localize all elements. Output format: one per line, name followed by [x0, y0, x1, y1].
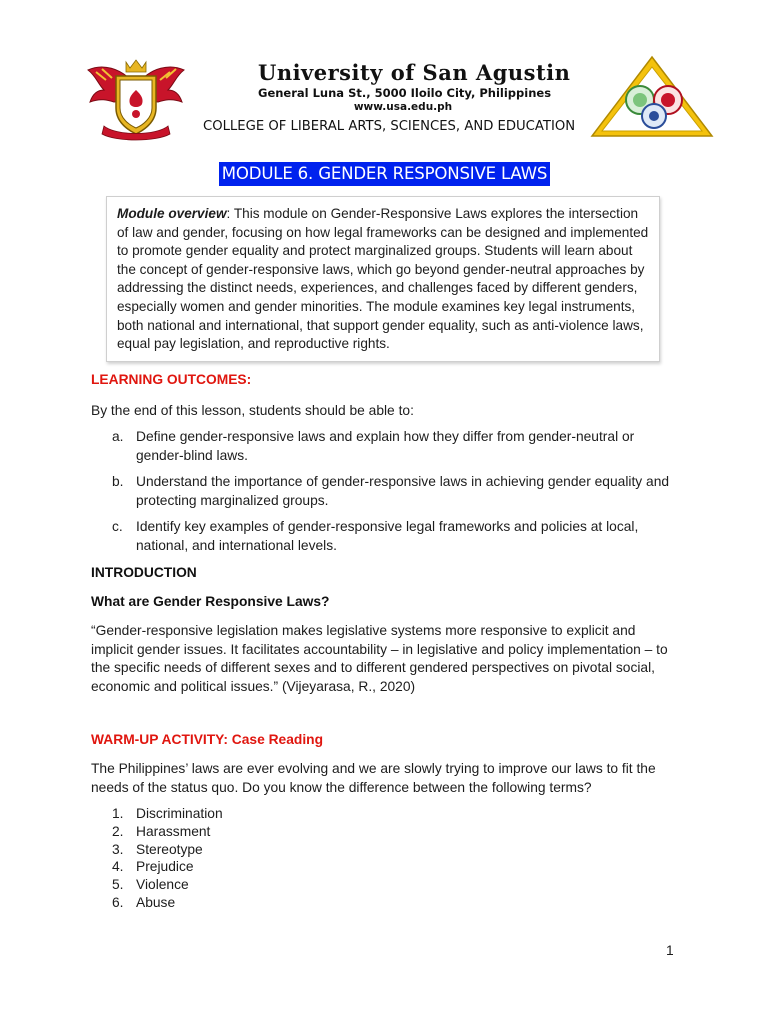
- introduction-quote: “Gender-responsive legislation makes legislative systems more responsive to explicit and implicit gender issues. It facilitates accountability – in legislative and policy implementation – to the specific needs of different sexes and to different gendered perspectives on pivotal social, economic and political issues.” (Vijeyarasa, R., 2020): [91, 623, 668, 694]
- college-triangle-logo: [588, 54, 716, 140]
- university-name: University of San Agustin: [258, 60, 571, 85]
- list-item: [112, 894, 175, 912]
- list-item-number: 2.: [112, 824, 124, 839]
- college-name: COLLEGE OF LIBERAL ARTS, SCIENCES, AND EDUCATION: [203, 119, 576, 134]
- introduction-heading: INTRODUCTION: [91, 565, 197, 580]
- university-address: General Luna St., 5000 Iloilo City, Philippines: [258, 86, 552, 100]
- university-seal-logo: [86, 56, 186, 142]
- list-item-text: Violence: [136, 877, 189, 892]
- list-item-text: Discrimination: [136, 806, 223, 821]
- list-item-number: 5.: [112, 877, 124, 892]
- introduction-subheading: What are Gender Responsive Laws?: [91, 594, 330, 609]
- warmup-text: The Philippines’ laws are ever evolving and we are slowly trying to improve our laws to fit the needs of the status quo. Do you know the difference between the following terms?: [91, 761, 656, 795]
- module-title-banner: [219, 162, 550, 186]
- list-item: [112, 876, 189, 894]
- outcome-label: c.: [112, 519, 123, 534]
- module-overview-box: [106, 196, 660, 362]
- list-item-number: 6.: [112, 895, 124, 910]
- module-title: MODULE 6. GENDER RESPONSIVE LAWS: [221, 164, 548, 183]
- list-item: [112, 841, 203, 859]
- outcome-label: b.: [112, 474, 124, 489]
- outcome-text: Identify key examples of gender-responsive legal frameworks and policies at local, national, and international levels.: [136, 519, 639, 553]
- list-item-number: 1.: [112, 806, 124, 821]
- list-item-text: Abuse: [136, 895, 176, 910]
- overview-label: Module overview: [117, 206, 227, 221]
- list-item: [112, 858, 194, 876]
- overview-text: : This module on Gender-Responsive Laws explores the intersection of law and gender, focusing on how legal frameworks can be designed and implemented to promote gender equality and protect marginalized groups. Students will learn about the concept of gender-responsive laws, which go beyond gender-neutral approaches by addressing the distinct needs, experiences, and challenges faced by different genders, especially women and gender minorities. The module examines key legal instruments, both national and international, that support gender equality, such as anti-violence laws, equal pay legislation, and reproductive rights.: [117, 206, 649, 352]
- list-item-number: 3.: [112, 842, 124, 857]
- outcome-text: Understand the importance of gender-responsive laws in achieving gender equality and protecting marginalized groups.: [136, 474, 670, 508]
- list-item-text: Stereotype: [136, 842, 203, 857]
- page-number: 1: [666, 943, 674, 958]
- learning-outcomes-heading: LEARNING OUTCOMES:: [91, 372, 252, 387]
- list-item: [112, 823, 210, 841]
- outcome-label: a.: [112, 429, 124, 444]
- list-item-number: 4.: [112, 859, 124, 874]
- warmup-heading: WARM-UP ACTIVITY: Case Reading: [91, 732, 324, 747]
- list-item: [112, 805, 223, 823]
- list-item-text: Prejudice: [136, 859, 194, 874]
- list-item-text: Harassment: [136, 824, 211, 839]
- learning-outcomes-intro: By the end of this lesson, students should be able to:: [91, 403, 414, 418]
- outcome-text: Define gender-responsive laws and explain how they differ from gender-neutral or gender-blind laws.: [136, 429, 635, 463]
- university-website: www.usa.edu.ph: [353, 101, 453, 113]
